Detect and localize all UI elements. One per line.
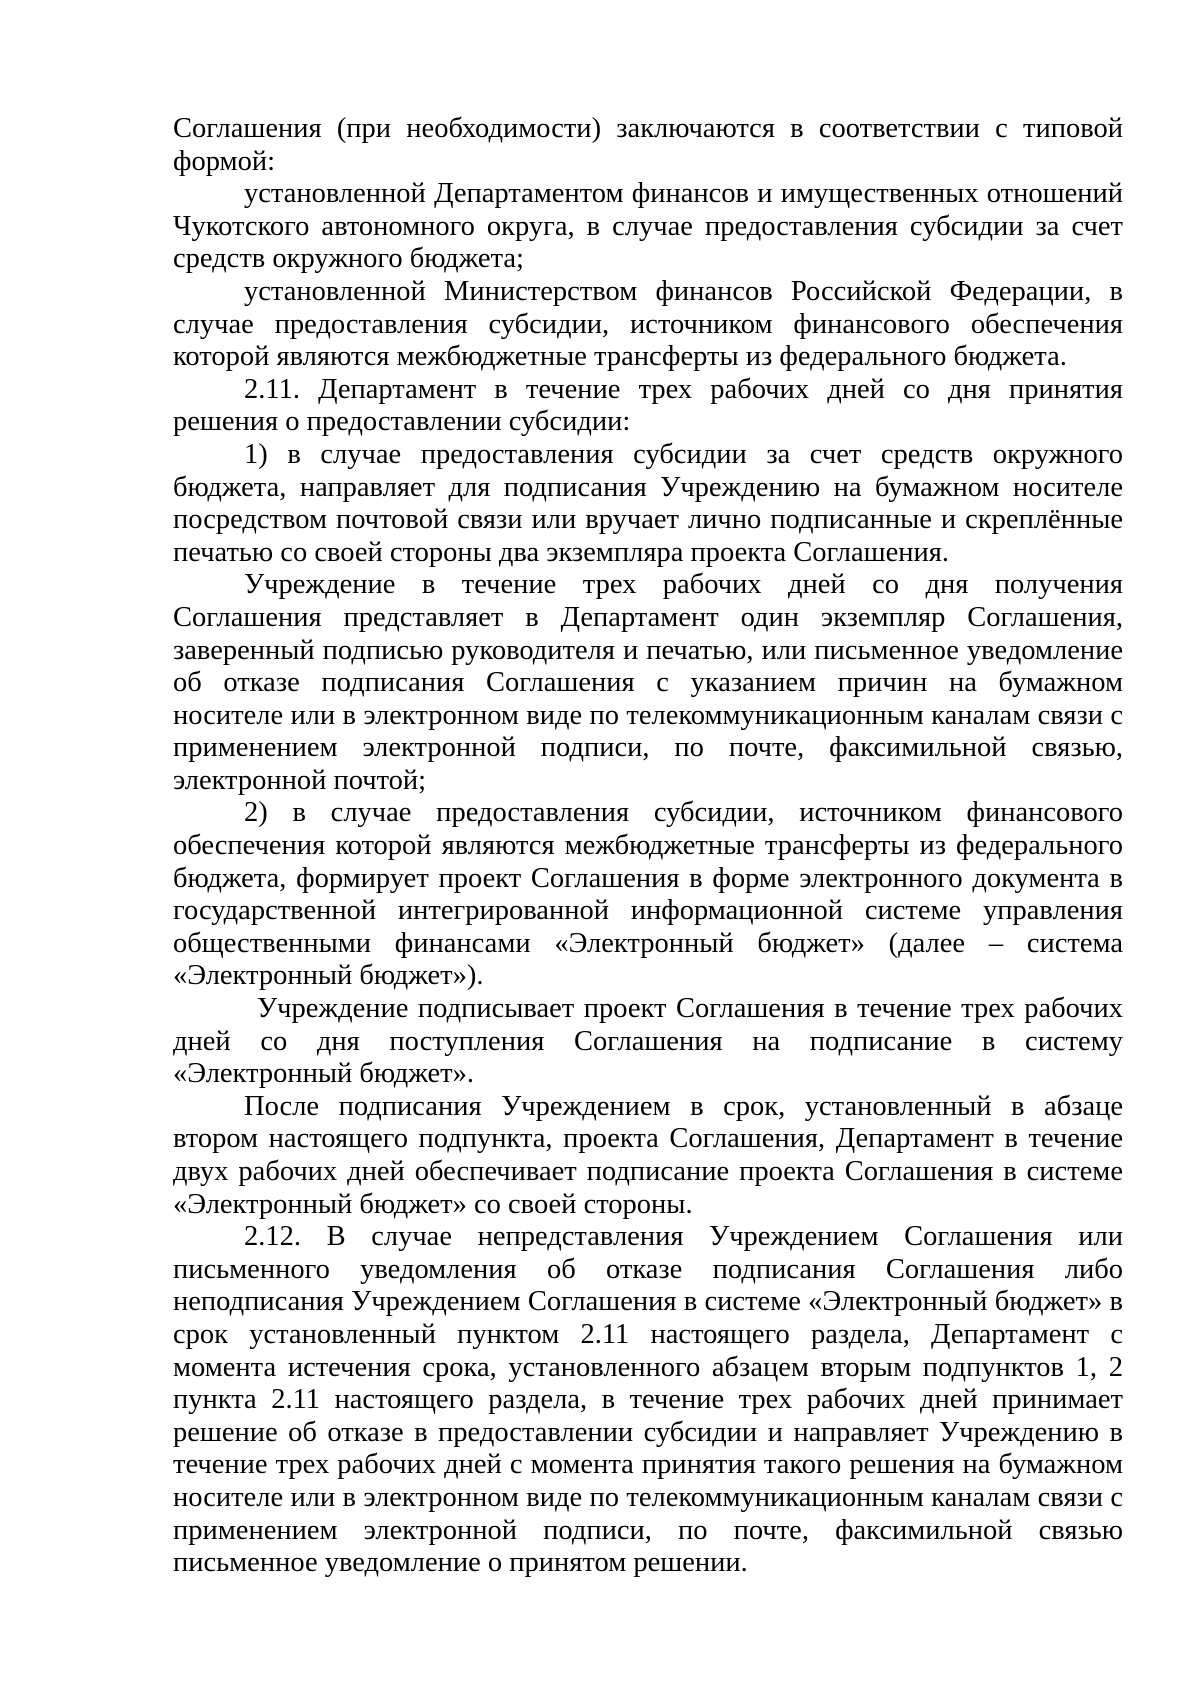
paragraph-2: установленной Департаментом финансов и имущественных отношений Чукотского автономного округа, в случае предоставления субсидии за счет средств окружного бюджета; [173,178,1123,275]
paragraph-8: Учреждение подписывает проект Соглашения в течение трех рабочих дней со дня поступления Соглашения на подписание в систему «Электронный бюджет». [173,993,1123,1090]
paragraph-4: 2.11. Департамент в течение трех рабочих дней со дня принятия решения о предоставлении субсидии: [173,373,1123,438]
paragraph-9: После подписания Учреждением в срок, установленный в абзаце втором настоящего подпункта, проекта Соглашения, Департамент в течение двух рабочих дней обеспечивает подписание проекта Соглашения в системе «Электронный бюджет» со своей стороны. [173,1090,1123,1220]
paragraph-5: 1) в случае предоставления субсидии за счет средств окружного бюджета, направляет для подписания Учреждению на бумажном носителе посредством почтовой связи или вручает лично подписанные и скреплённые печатью со своей стороны два экземпляра проекта Соглашения. [173,438,1123,568]
document-page [173,113,1123,1580]
paragraph-6: Учреждение в течение трех рабочих дней со дня получения Соглашения представляет в Департамент один экземпляр Соглашения, заверенный подписью руководителя и печатью, или письменное уведомление об отказе подписания Соглашения с указанием причин на бумажном носителе или в электронном виде по телекоммуникационным каналам связи с применением электронной подписи, по почте, факсимильной связью, электронной почтой; [173,569,1123,796]
paragraph-1: Соглашения (при необходимости) заключаются в соответствии с типовой формой: [173,113,1123,177]
paragraph-3: установленной Министерством финансов Российской Федерации, в случае предоставления субсидии, источником финансового обеспечения которой являются межбюджетные трансферты из федерального бюджета. [173,275,1123,373]
paragraph-10: 2.12. В случае непредставления Учреждением Соглашения или письменного уведомления об отказе подписания Соглашения либо неподписания Учреждением Соглашения в системе «Электронный бюджет» в срок установленный пунктом 2.11 настоящего раздела, Департамент с момента истечения срока, установленного абзацем вторым подпунктов 1, 2 пункта 2.11 настоящего раздела, в течение трех рабочих дней принимает решение об отказе в предоставлении субсидии и направляет Учреждению в течение трех рабочих дней с момента принятия такого решения на бумажном носителе или в электронном виде по телекоммуникационным каналам связи с применением электронной подписи, по почте, факсимильной связью письменное уведомление о принятом решении. [173,1221,1123,1579]
paragraph-7: 2) в случае предоставления субсидии, источником финансового обеспечения которой являются межбюджетные трансферты из федерального бюджета, формирует проект Соглашения в форме электронного документа в государственной интегрированной информационной системе управления общественными финансами «Электронный бюджет» (далее – система «Электронный бюджет»). [173,797,1123,992]
